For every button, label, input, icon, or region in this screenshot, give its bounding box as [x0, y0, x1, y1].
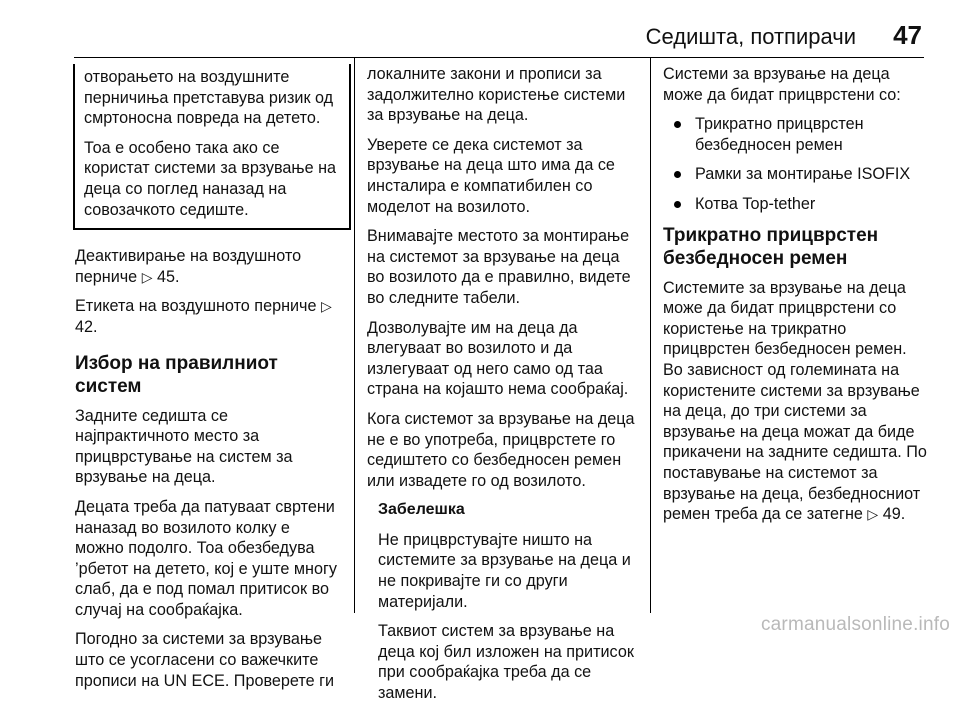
- column-divider-2: [650, 58, 651, 613]
- attachment-methods-list: [663, 114, 928, 214]
- warning-text-1: отворањето на воздушните перничиња претставува ризик од смртоносна повреда на детето.: [84, 68, 334, 128]
- column-2: [367, 64, 639, 713]
- list-item: Рамки за монтирање ISOFIX: [663, 164, 928, 185]
- page-reference-arrow-icon[interactable]: ▷: [867, 506, 879, 523]
- list-item: Котва Top-tether: [663, 194, 928, 215]
- note-title: Забелешка: [378, 501, 465, 519]
- paragraph: Задните седишта се најпрактичното место за прицврстување на систем за врзување на деца.: [75, 406, 293, 487]
- reference-page[interactable]: 49.: [882, 505, 906, 524]
- reference-text: Деактивирање на воздушното перниче: [75, 247, 302, 286]
- airbag-deactivation-reference[interactable]: [75, 246, 343, 287]
- page-number: 47: [893, 20, 922, 50]
- page-header: [0, 0, 960, 58]
- paragraph: Внимавајте местото за монтирање на системот за врзување на деца во возилото да е правилно, видете во следните табели.: [367, 227, 631, 307]
- column-1: [75, 64, 343, 700]
- page-reference-arrow-icon: ▷: [141, 268, 153, 285]
- paragraph: Децата треба да патуваат свртени наназад во возилото колку е можно подолго. Тоа обезбедува ’рбетот на детето, кој е уште многу слаб, да е под помал притисок во случај на сообраќајка.: [75, 497, 337, 619]
- list-item: Трикратно прицврстен безбедносен ремен: [663, 114, 928, 155]
- watermark: carmanualsonline.info: [760, 614, 950, 635]
- paragraph: [663, 278, 928, 525]
- warning-text-2: Тоа е особено така ако се користат системи за врзување на деца со поглед наназад на совозачкото седиште.: [84, 138, 337, 219]
- paragraph: Уверете се дека системот за врзување на деца што има да се инсталира е компатибилен со моделот на возилото.: [367, 135, 615, 216]
- warning-box: [73, 64, 351, 230]
- reference-page: 45.: [156, 267, 180, 286]
- column-divider-1: [354, 58, 355, 613]
- note-text-2: Таквиот систем за врзување на деца кој бил изложен на притисок при сообраќајка треба да се замени.: [378, 622, 634, 703]
- paragraph-text: Системите за врзување на деца може да бидат прицврстени со користење на трикратно прицврстен безбедносен ремен. Во зависност од големината на користените системи за врзување на деца, до три системи за врзување на деца можат да биде прикачени на задните седишта. По поставување на системот за врзување на деца, безбедносниот ремен треба да се затегне: [663, 278, 927, 524]
- section-heading-three-point-belt: Трикратно прицврстен безбедносен ремен: [663, 224, 879, 269]
- paragraph: Погодно за системи за врзување што се усогласени со важечките прописи на UN ECE. Проверете ги: [75, 630, 335, 690]
- airbag-label-reference[interactable]: [75, 296, 343, 337]
- note-text-1: Не прицврстувајте ништо на системите за врзување на деца и не покривајте ги со други материјали.: [378, 530, 631, 611]
- header-title: Седишта, потпирачи: [645, 24, 856, 49]
- page-reference-arrow-icon: ▷: [321, 298, 332, 315]
- paragraph: локалните закони и прописи за задолжително користење системи за врзување на деца.: [367, 65, 626, 125]
- note-block: [367, 500, 639, 703]
- paragraph: Системи за врзување на деца може да бидат прицврстени со:: [663, 65, 901, 104]
- section-heading-system-selection: Избор на правилниот систем: [75, 352, 278, 397]
- reference-page: 42.: [75, 317, 98, 336]
- paragraph: Дозволувајте им на деца да влегуваат во возилото и да излегуваат од него само од таа страна на којашто нема сообраќај.: [367, 318, 629, 399]
- column-3: [663, 64, 928, 534]
- reference-text: Етикета на воздушното перниче: [75, 297, 317, 316]
- header-rule: [74, 57, 924, 58]
- paragraph: Кога системот за врзување на деца не е во употреба, прицврстете го седиштето со безбедносен ремен или извадете го од возилото.: [367, 409, 635, 490]
